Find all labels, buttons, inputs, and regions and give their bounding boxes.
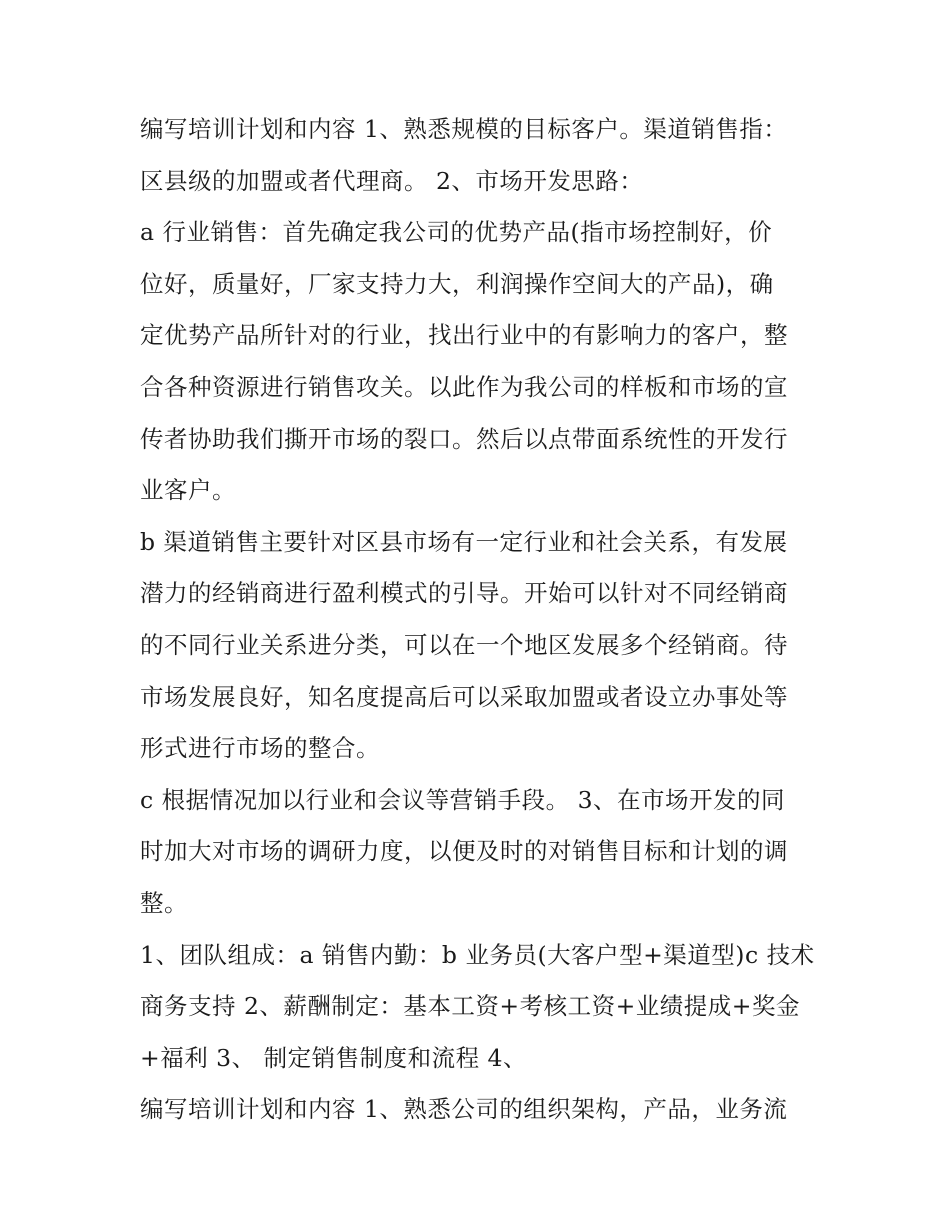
text-line: 合各种资源进行销售攻关。以此作为我公司的样板和市场的宣: [140, 372, 788, 401]
text-line: 潜力的经销商进行盈利模式的引导。开始可以针对不同经销商: [140, 579, 788, 608]
text-line: a 行业销售：首先确定我公司的优势产品(指市场控制好，价: [140, 218, 773, 247]
text-line: +福利 3、 制定销售制度和流程 4、: [140, 1043, 528, 1072]
text-line: c 根据情况加以行业和会议等营销手段。 3、在市场开发的同: [140, 785, 786, 814]
text-line: 形式进行市场的整合。: [140, 734, 380, 763]
text-line: 位好，质量好，厂家支持力大，利润操作空间大的产品)，确: [140, 269, 774, 298]
text-line: 整。: [140, 888, 188, 917]
text-line: 编写培训计划和内容 1、熟悉公司的组织架构，产品，业务流: [140, 1095, 788, 1124]
text-line: 业客户。: [140, 476, 236, 505]
text-line: 编写培训计划和内容 1、熟悉规模的目标客户。渠道销售指：: [140, 115, 788, 143]
text-line: 定优势产品所针对的行业，找出行业中的有影响力的客户，整: [140, 321, 788, 350]
text-line: 传者协助我们撕开市场的裂口。然后以点带面系统性的开发行: [140, 424, 788, 453]
text-line: 1、团队组成：a 销售内勤：b 业务员(大客户型+渠道型)c 技术: [140, 940, 815, 969]
text-line: 的不同行业关系进分类，可以在一个地区发展多个经销商。待: [140, 630, 788, 659]
text-line: 时加大对市场的调研力度，以便及时的对销售目标和计划的调: [140, 837, 788, 866]
text-line: 市场发展良好，知名度提高后可以采取加盟或者设立办事处等: [140, 682, 788, 711]
document-body: [140, 104, 820, 1136]
text-line: 商务支持 2、薪酬制定：基本工资+考核工资+业绩提成+奖金: [140, 992, 800, 1021]
text-line: b 渠道销售主要针对区县市场有一定行业和社会关系，有发展: [140, 527, 788, 556]
text-line: 区县级的加盟或者代理商。 2、市场开发思路：: [140, 166, 644, 195]
